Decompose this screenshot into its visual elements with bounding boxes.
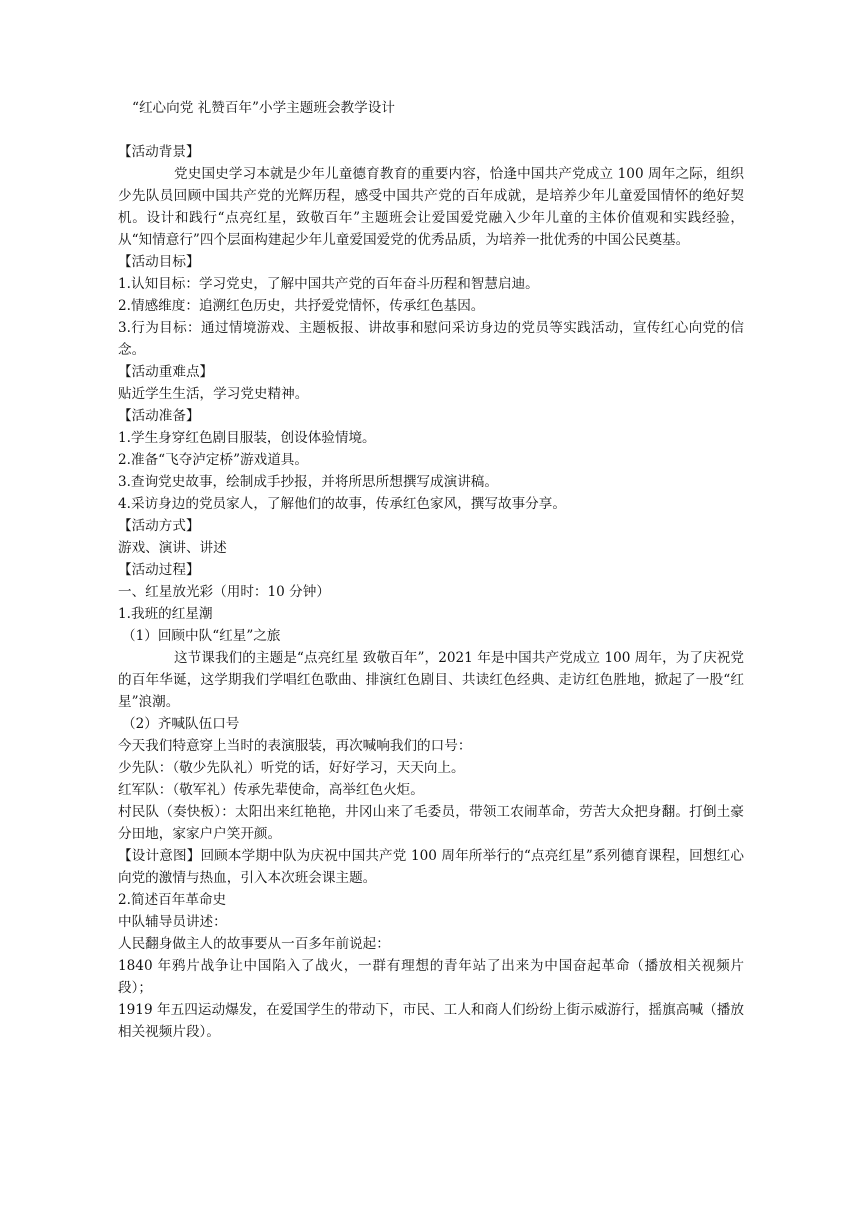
section-heading-background: 【活动背景】 [118,144,200,160]
process-step-title: 1.我班的红星潮 [118,606,213,622]
slogan-intro: 今天我们特意穿上当时的表演服装，再次喊响我们的口号： [118,738,472,754]
process-part-title: 一、红星放光彩（用时：10 分钟） [118,584,330,600]
design-intent-paragraph: 【设计意图】回顾本学期中队为庆祝中国共产党 100 周年所举行的“点亮红星”系列德育课程，回想红心向党的激情与热血，引入本次班会课主题。 [118,848,744,886]
process-substep-paragraph: 这节课我们的主题是“点亮红星 致敬百年”，2021 年是中国共产党成立 100 周年，为了庆祝党的百年华诞，这学期我们学唱红色歌曲、排演红色剧目、共读红色经典、走访红色胜地，掀起了一股“红星”浪潮。 [118,650,744,710]
counselor-label: 中队辅导员讲述： [118,914,227,930]
document-page [118,97,744,1043]
story-paragraph: 1840 年鸦片战争让中国陷入了战火，一群有理想的青年站了出来为中国奋起革命（播放相关视频片段）； [118,958,744,996]
section-heading-prep: 【活动准备】 [118,408,200,424]
background-paragraph: 党史国史学习本就是少年儿童德育教育的重要内容，恰逢中国共产党成立 100 周年之际，组织少先队员回顾中国共产党的光辉历程，感受中国共产党的百年成就，是培养少年儿童爱国情怀的绝好契机。设计和践行“点亮红星，致敬百年”主题班会让爱国爱党融入少年儿童的主体价值观和实践经验，从“知情意行”四个层面构建起少年儿童爱国爱党的优秀品质，为培养一批优秀的中国公民奠基。 [118,166,744,248]
method-text: 游戏、演讲、讲述 [118,540,227,556]
prep-item: 3.查询党史故事，绘制成手抄报，并将所思所想撰写成演讲稿。 [118,474,498,490]
focus-text: 贴近学生生活，学习党史精神。 [118,386,309,402]
process-step-title: 2.简述百年革命史 [118,892,227,908]
slogan-line: 少先队：（敬少先队礼）听党的话，好好学习，天天向上。 [118,760,465,776]
slogan-line: 红军队：（敬军礼）传承先辈使命，高举红色火炬。 [118,782,424,798]
section-heading-goals: 【活动目标】 [118,254,200,270]
story-intro: 人民翻身做主人的故事要从一百多年前说起： [118,936,390,952]
section-heading-focus: 【活动重难点】 [118,364,214,380]
section-heading-method: 【活动方式】 [118,518,200,534]
process-substep-title: （2）齐喊队伍口号 [122,716,240,732]
section-heading-process: 【活动过程】 [118,562,200,578]
prep-item: 2.准备“飞夺泸定桥”游戏道具。 [118,452,308,468]
prep-item: 4.采访身边的党员家人，了解他们的故事，传承红色家风，撰写故事分享。 [118,496,566,512]
goal-item: 3.行为目标：通过情境游戏、主题板报、讲故事和慰问采访身边的党员等实践活动，宣传红心向党的信念。 [118,320,744,358]
slogan-line: 村民队（奏快板）：太阳出来红艳艳，井冈山来了毛委员，带领工农闹革命，劳苦大众把身翻。打倒土豪分田地，家家户户笑开颜。 [118,804,744,842]
story-paragraph: 1919 年五四运动爆发，在爱国学生的带动下，市民、工人和商人们纷纷上街示威游行，摇旗高喊（播放相关视频片段）。 [118,1002,744,1040]
goal-item: 1.认知目标：学习党史，了解中国共产党的百年奋斗历程和智慧启迪。 [118,276,539,292]
prep-item: 1.学生身穿红色剧目服装，创设体验情境。 [118,430,376,446]
goal-item: 2.情感维度：追溯红色历史，共抒爱党情怀，传承红色基因。 [118,298,485,314]
process-substep-title: （1）回顾中队“红星”之旅 [122,628,281,644]
document-title: “红心向党 礼赞百年”小学主题班会教学设计 [132,100,395,116]
